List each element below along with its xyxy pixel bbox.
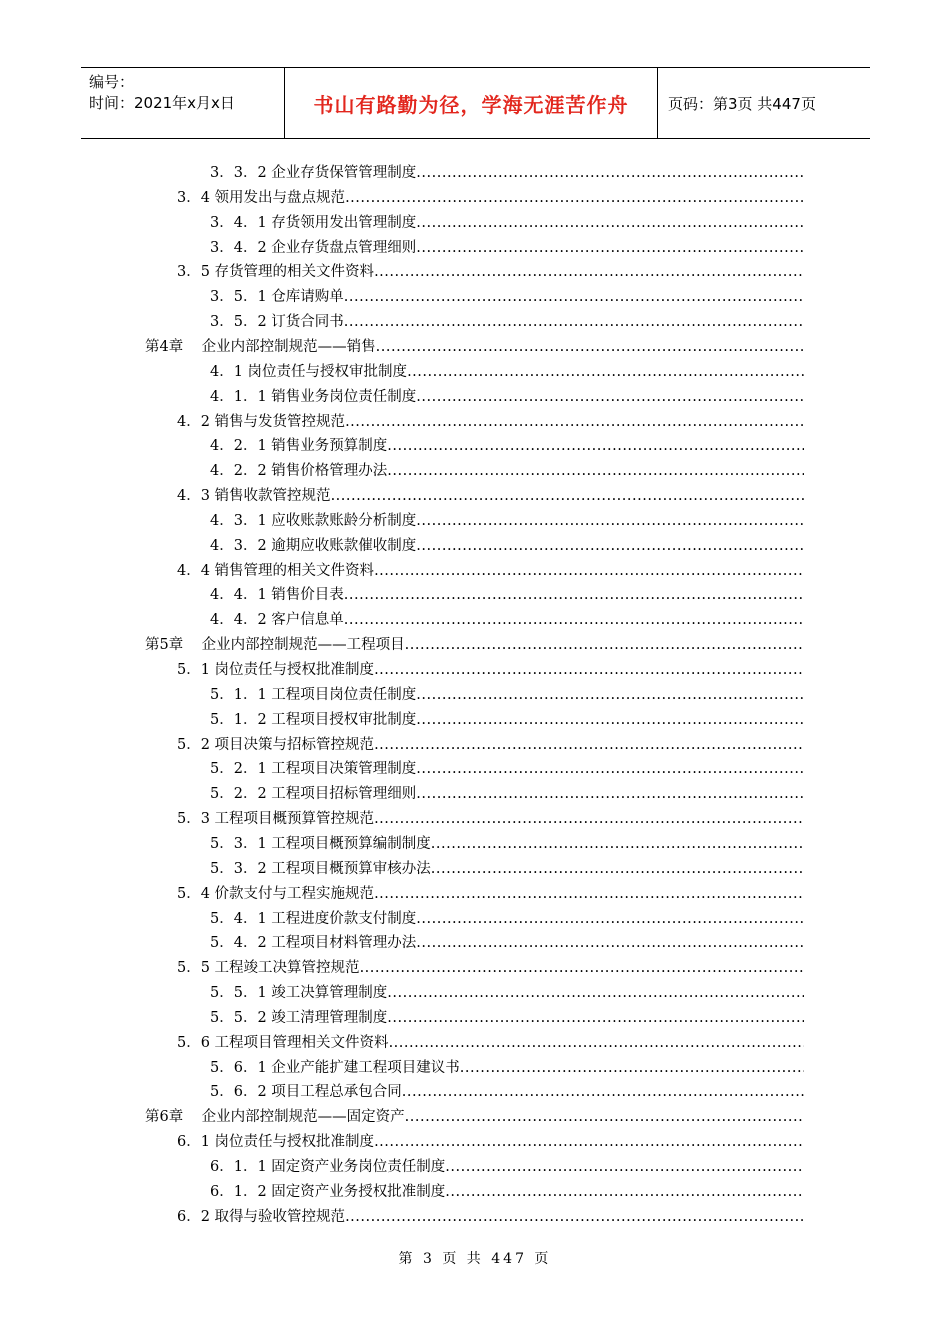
toc-leader-dots [416, 784, 804, 804]
toc-entry[interactable] [210, 158, 804, 183]
toc-entry-title: 5．4 价款支付与工程实施规范 [177, 885, 375, 902]
toc-entry[interactable] [177, 481, 804, 506]
toc-entry-title: 5．5 工程竣工决算管控规范 [177, 960, 360, 977]
toc-entry-title: 第6章 企业内部控制规范——固定资产 [145, 1109, 405, 1126]
toc-entry[interactable] [210, 1177, 804, 1202]
toc-leader-dots [407, 362, 804, 382]
toc-entry[interactable] [177, 257, 804, 282]
toc-leader-dots [344, 610, 804, 630]
toc-leader-dots [374, 1132, 804, 1152]
toc-entry[interactable] [177, 1127, 804, 1152]
toc-entry-title: 4．1．1 销售业务岗位责任制度 [210, 388, 417, 405]
toc-entry-title: 3．4．2 企业存货盘点管理细则 [210, 239, 417, 256]
toc-entry[interactable] [210, 233, 804, 258]
time-label: 时间：2021年x月x日 [89, 94, 235, 112]
toc-leader-dots [431, 834, 804, 854]
toc-leader-dots [416, 759, 804, 779]
toc-entry-title: 6．1．2 固定资产业务授权批准制度 [210, 1183, 446, 1200]
toc-entry-title: 5．6．2 项目工程总承包合同 [210, 1084, 402, 1101]
toc-entry-title: 5．5．2 竣工清理管理制度 [210, 1009, 388, 1026]
toc-leader-dots [405, 1107, 804, 1127]
toc-entry-title: 4．3．2 逾期应收账款催收制度 [210, 537, 417, 554]
toc-leader-dots [374, 262, 804, 282]
header-table [81, 67, 870, 139]
toc-entry[interactable] [210, 531, 804, 556]
toc-entry[interactable] [177, 556, 804, 581]
toc-leader-dots [387, 1008, 804, 1028]
toc-leader-dots [416, 238, 804, 258]
toc-leader-dots [345, 188, 804, 208]
toc-entry[interactable] [210, 779, 804, 804]
toc-entry[interactable] [145, 332, 804, 357]
toc-entry-title: 4．4．1 销售价目表 [210, 587, 344, 604]
toc-entry[interactable] [210, 1077, 804, 1102]
toc-entry[interactable] [145, 1102, 804, 1127]
toc-entry[interactable] [210, 680, 804, 705]
toc-leader-dots [345, 1207, 804, 1227]
toc-entry[interactable] [177, 1028, 804, 1053]
toc-leader-dots [416, 536, 804, 556]
toc-entry-title: 5．4．2 工程项目材料管理办法 [210, 935, 417, 952]
toc-leader-dots [387, 461, 804, 481]
toc-leader-dots [376, 337, 804, 357]
toc-leader-dots [387, 983, 804, 1003]
page-footer: 第 3 页 共 447 页 [398, 1251, 552, 1267]
toc-entry[interactable] [177, 953, 804, 978]
toc-entry[interactable] [210, 854, 804, 879]
toc-entry[interactable] [210, 1053, 804, 1078]
toc-leader-dots [416, 163, 804, 183]
toc-entry-title: 5．4．1 工程进度价款支付制度 [210, 910, 417, 927]
toc-leader-dots [416, 511, 804, 531]
toc-leader-dots [460, 1058, 804, 1078]
toc-leader-dots [344, 312, 804, 332]
toc-leader-dots [374, 809, 804, 829]
toc-entry-title: 4．1 岗位责任与授权审批制度 [210, 363, 408, 380]
toc-leader-dots [431, 859, 804, 879]
toc-entry-title: 第5章 企业内部控制规范——工程项目 [145, 637, 405, 654]
toc-leader-dots [345, 412, 804, 432]
toc-entry-title: 5．5．1 竣工决算管理制度 [210, 985, 388, 1002]
toc-entry[interactable] [210, 431, 804, 456]
toc-entry-title: 6．2 取得与验收管控规范 [177, 1208, 346, 1225]
page-info: 页码：第3页 共447页 [668, 94, 816, 113]
toc-entry-title: 5．2．2 工程项目招标管理细则 [210, 786, 417, 803]
toc-entry[interactable] [210, 208, 804, 233]
toc-entry[interactable] [210, 754, 804, 779]
toc-entry-title: 5．6 工程项目管理相关文件资料 [177, 1034, 389, 1051]
toc-leader-dots [405, 635, 804, 655]
toc-leader-dots [344, 585, 804, 605]
toc-leader-dots [360, 958, 804, 978]
toc-leader-dots [374, 561, 804, 581]
toc-entry-title: 3．4 领用发出与盘点规范 [177, 189, 346, 206]
toc-leader-dots [416, 710, 804, 730]
toc-entry[interactable] [210, 904, 804, 929]
toc-entry[interactable] [210, 605, 804, 630]
toc-leader-dots [416, 685, 804, 705]
toc-leader-dots [374, 735, 804, 755]
toc-entry[interactable] [177, 655, 804, 680]
toc-entry[interactable] [210, 829, 804, 854]
toc-entry-title: 4．2．1 销售业务预算制度 [210, 438, 388, 455]
toc-entry-title: 3．4．1 存货领用发出管理制度 [210, 214, 417, 231]
toc-entry-title: 5．3．1 工程项目概预算编制制度 [210, 835, 431, 852]
toc-entry-title: 4．2 销售与发货管控规范 [177, 413, 346, 430]
toc-entry[interactable] [177, 804, 804, 829]
toc-leader-dots [344, 287, 804, 307]
toc-entry-title: 5．6．1 企业产能扩建工程项目建议书 [210, 1059, 460, 1076]
toc-leader-dots [416, 909, 804, 929]
toc-entry[interactable] [210, 382, 804, 407]
code-label: 编号： [89, 73, 135, 91]
header-meta [81, 68, 284, 138]
toc-entry[interactable] [210, 705, 804, 730]
toc-entry-title: 4．4 销售管理的相关文件资料 [177, 562, 375, 579]
toc-entry[interactable] [210, 307, 804, 332]
toc-entry-title: 4．3．1 应收账款账龄分析制度 [210, 512, 417, 529]
toc-leader-dots [416, 213, 804, 233]
toc-leader-dots [331, 486, 804, 506]
toc-entry-title: 3．5 存货管理的相关文件资料 [177, 264, 375, 281]
toc-entry[interactable] [210, 978, 804, 1003]
toc-leader-dots [445, 1157, 804, 1177]
toc-entry[interactable] [210, 357, 804, 382]
toc-entry-title: 5．1．2 工程项目授权审批制度 [210, 711, 417, 728]
toc-entry-title: 3．5．1 仓库请购单 [210, 289, 344, 306]
toc-entry[interactable] [177, 407, 804, 432]
toc-entry-title: 3．3．2 企业存货保管管理制度 [210, 165, 417, 181]
toc-entry-title: 5．3 工程项目概预算管控规范 [177, 811, 375, 828]
toc-entry-title: 6．1 岗位责任与授权批准制度 [177, 1134, 375, 1151]
toc-entry[interactable] [210, 506, 804, 531]
toc-entry[interactable] [177, 183, 804, 208]
toc-entry-title: 第4章 企业内部控制规范——销售 [145, 338, 376, 355]
toc-entry[interactable] [177, 730, 804, 755]
toc-entry-title: 3．5．2 订货合同书 [210, 314, 344, 331]
toc-entry-title: 4．3 销售收款管控规范 [177, 488, 331, 505]
toc-leader-dots [374, 660, 804, 680]
toc-leader-dots [402, 1082, 804, 1102]
toc-entry-title: 5．1 岗位责任与授权批准制度 [177, 662, 375, 678]
toc-entry[interactable] [210, 456, 804, 481]
toc-entry-title: 5．2 项目决策与招标管控规范 [177, 736, 375, 753]
toc-entry-title: 4．4．2 客户信息单 [210, 612, 344, 629]
toc-entry-title: 5．3．2 工程项目概预算审核办法 [210, 860, 431, 877]
toc-leader-dots [374, 884, 804, 904]
toc-entry[interactable] [177, 1202, 804, 1227]
toc-leader-dots [445, 1182, 804, 1202]
toc-entry-title: 5．2．1 工程项目决策管理制度 [210, 761, 417, 778]
motto: 书山有路勤为径，学海无涯苦作舟 [284, 68, 658, 138]
toc-entry[interactable] [210, 928, 804, 953]
toc-entry-title: 4．2．2 销售价格管理办法 [210, 463, 388, 480]
toc-leader-dots [389, 1033, 804, 1053]
toc-leader-dots [387, 436, 804, 456]
toc-entry[interactable] [145, 630, 804, 655]
toc-entry[interactable] [210, 1152, 804, 1177]
toc-leader-dots [416, 387, 804, 407]
toc-entry-title: 5．1．1 工程项目岗位责任制度 [210, 686, 417, 703]
toc-entry[interactable] [210, 282, 804, 307]
toc-entry[interactable] [210, 1003, 804, 1028]
toc-entry[interactable] [210, 580, 804, 605]
toc-entry[interactable] [177, 879, 804, 904]
toc-entry-title: 6．1．1 固定资产业务岗位责任制度 [210, 1159, 446, 1175]
toc-leader-dots [416, 933, 804, 953]
